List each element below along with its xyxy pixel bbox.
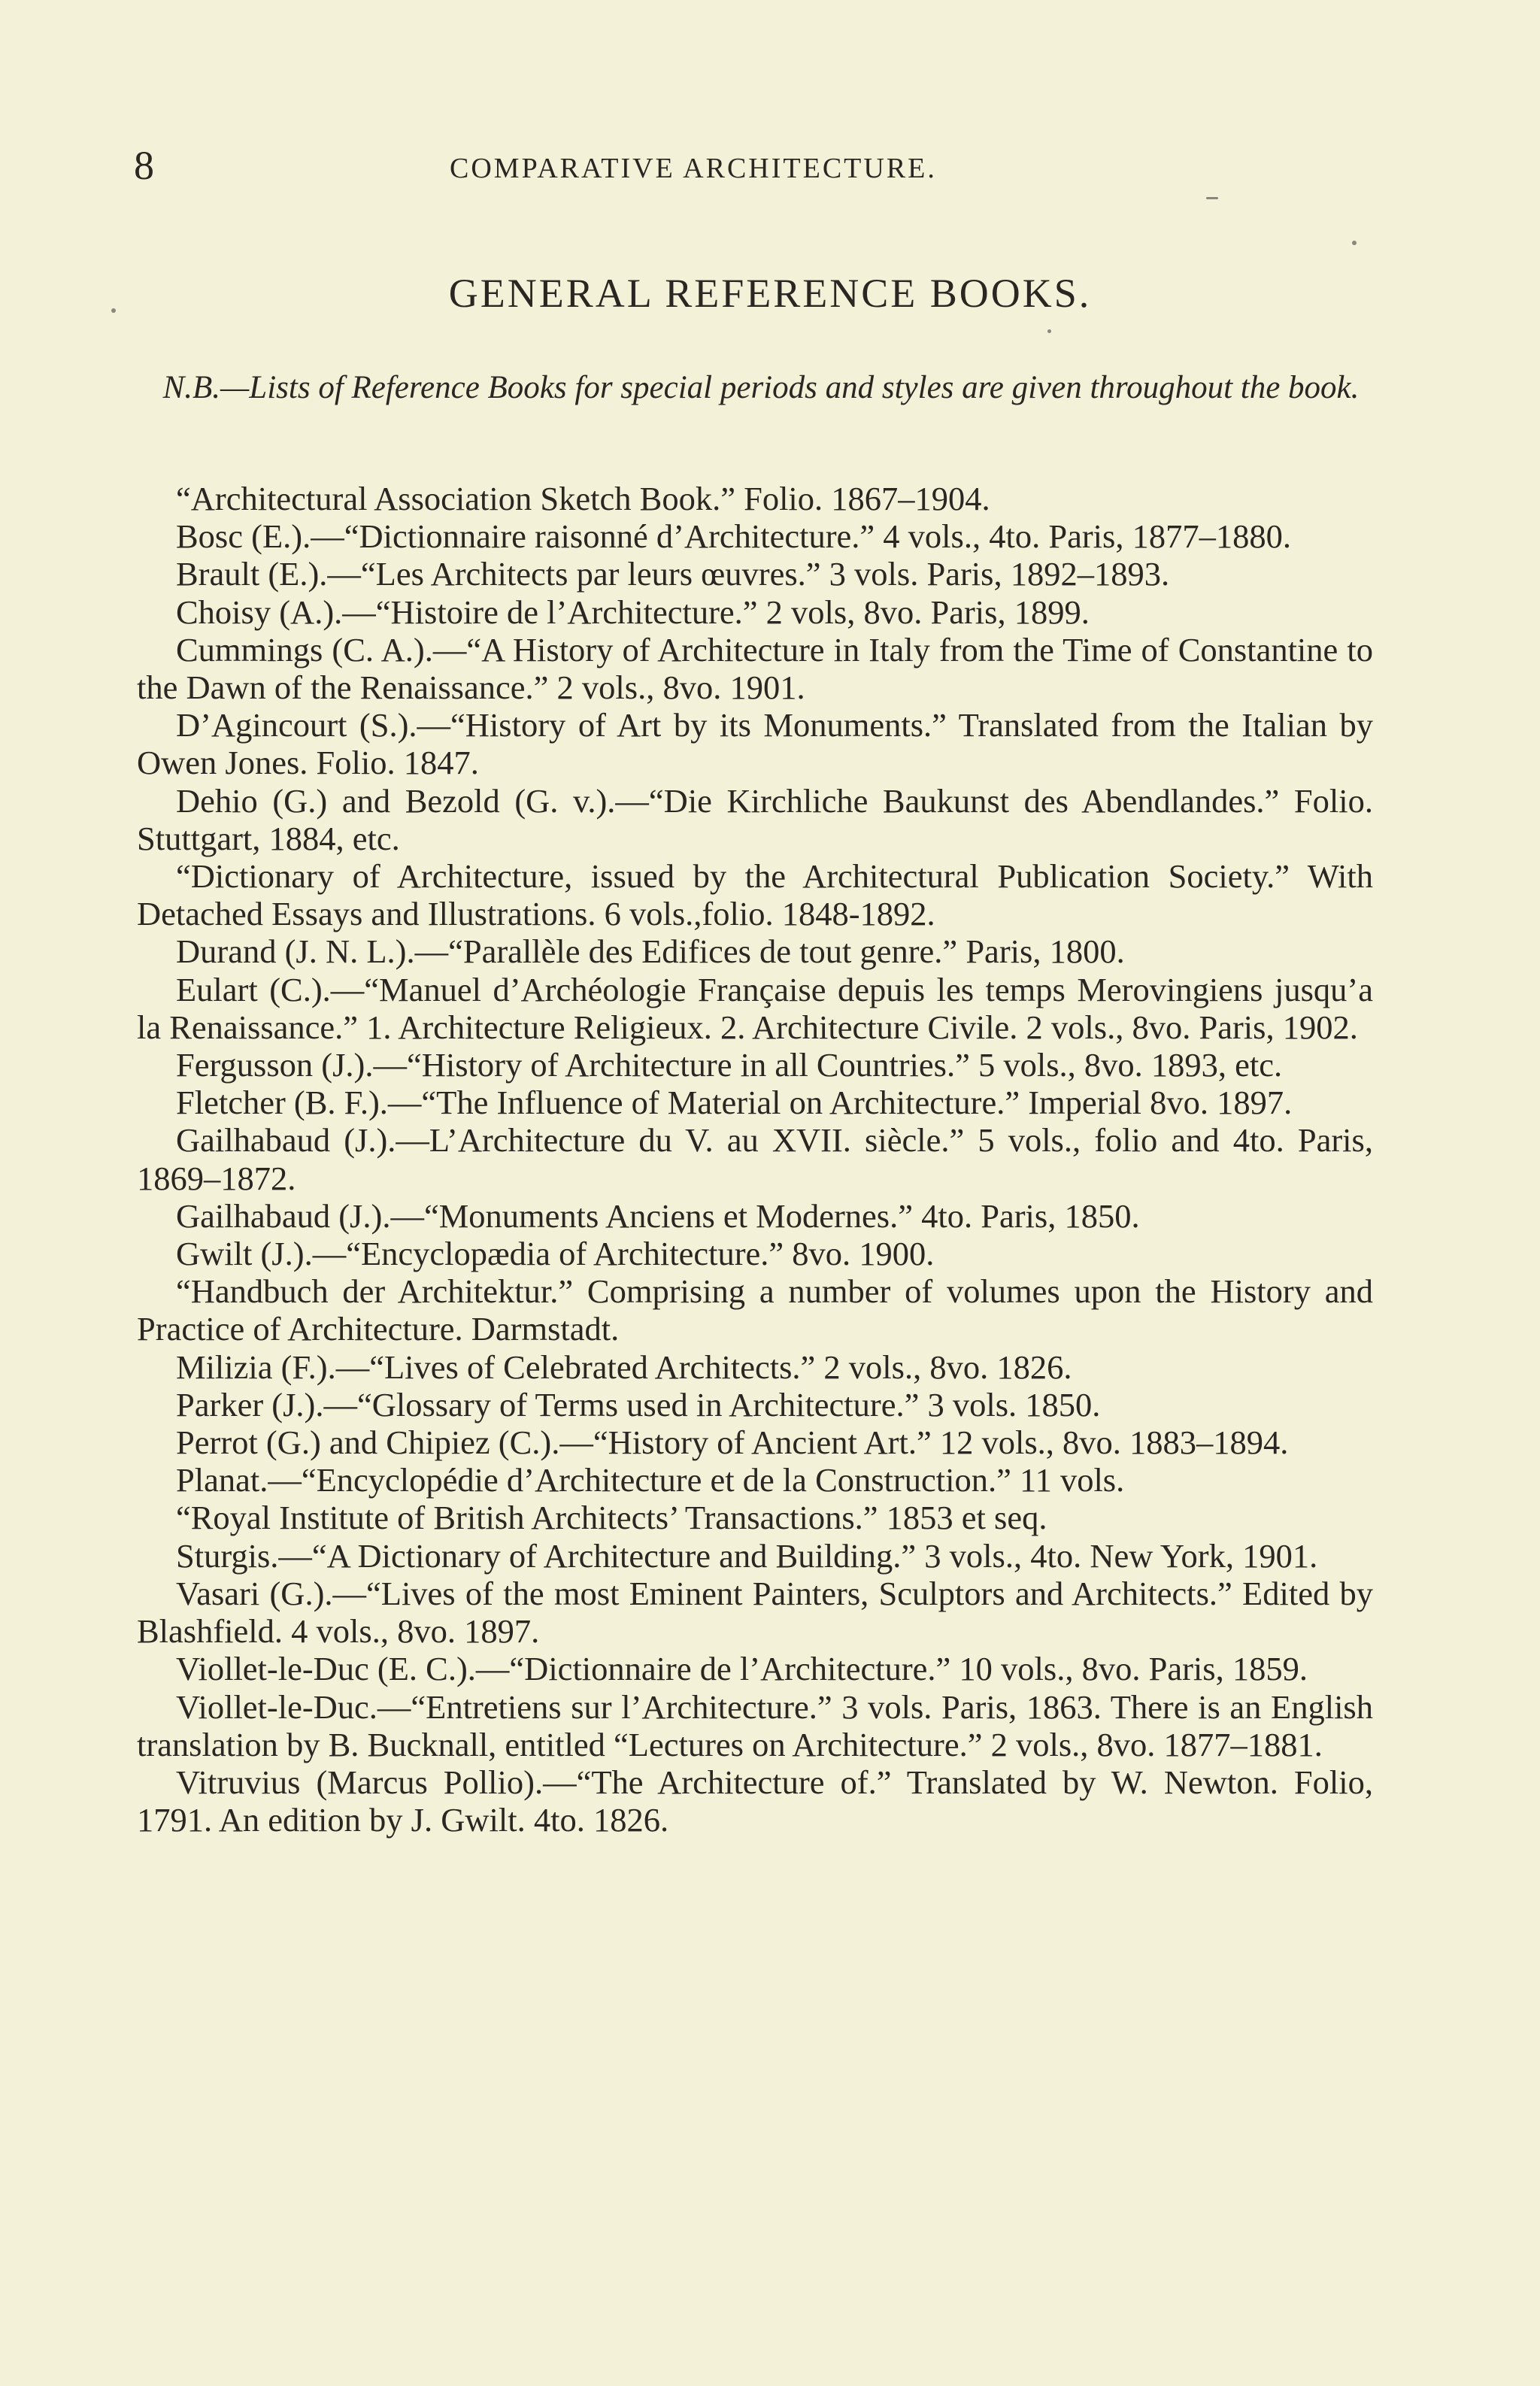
reference-entry: Gailhabaud (J.).—L’Architecture du V. au XVII. siècle.” 5 vols., folio and 4to. Paris, 1869–1872. — [137, 1121, 1373, 1197]
reference-entry: Gailhabaud (J.).—“Monuments Anciens et Modernes.” 4to. Paris, 1850. — [176, 1196, 1140, 1235]
reference-entry: Eulart (C.).—“Manuel d’Archéologie Française depuis les temps Merovingiens jusqu’a la Renaissance.” 1. Architecture Religieux. 2. Architecture Civile. 2 vols., 8vo. Paris, 1902. — [137, 970, 1373, 1046]
page-number: 8 — [134, 143, 154, 188]
running-head — [134, 143, 1367, 196]
reference-entry: Brault (E.).—“Les Architects par leurs œuvres.” 3 vols. Paris, 1892–1893. — [176, 555, 1170, 593]
reference-entry: “Architectural Association Sketch Book.” Folio. 1867–1904. — [176, 480, 990, 517]
reference-entry: Sturgis.—“A Dictionary of Architecture and Building.” 3 vols., 4to. New York, 1901. — [176, 1536, 1318, 1575]
reference-entry: Fletcher (B. F.).—“The Influence of Material on Architecture.” Imperial 8vo. 1897. — [176, 1084, 1293, 1122]
reference-entry: Viollet-le-Duc (E. C.).—“Dictionnaire de l’Architecture.” 10 vols., 8vo. Paris, 1859. — [176, 1650, 1308, 1688]
reference-entry: Dehio (G.) and Bezold (G. v.).—“Die Kirchliche Baukunst des Abendlandes.” Folio. Stuttgart, 1884, etc. — [137, 781, 1373, 857]
reference-entry: Durand (J. N. L.).—“Parallèle des Edifices de tout genre.” Paris, 1800. — [176, 932, 1125, 971]
reference-entry: Parker (J.).—“Glossary of Terms used in Architecture.” 3 vols. 1850. — [176, 1385, 1101, 1423]
paper-speck — [1047, 329, 1051, 333]
reference-entry: Perrot (G.) and Chipiez (C.).—“History of Ancient Art.” 12 vols., 8vo. 1883–1894. — [176, 1423, 1289, 1462]
reference-entry: Vasari (G.).—“Lives of the most Eminent Painters, Sculptors and Architects.” Edited by Blashfield. 4 vols., 8vo. 1897. — [137, 1574, 1373, 1651]
reference-entry: Viollet-le-Duc.—“Entretiens sur l’Architecture.” 3 vols. Paris, 1863. There is an English translation by B. Bucknall, entitled “Lectures on Architecture.” 2 vols., 8vo. 1877–1881. — [137, 1687, 1373, 1763]
reference-entry: Choisy (A.).—“Histoire de l’Architecture.” 2 vols, 8vo. Paris, 1899. — [176, 593, 1090, 631]
reference-entry: Bosc (E.).—“Dictionnaire raisonné d’Architecture.” 4 vols., 4to. Paris, 1877–1880. — [176, 517, 1291, 556]
running-title: COMPARATIVE ARCHITECTURE. — [450, 153, 937, 184]
reference-entry: Cummings (C. A.).—“A History of Architecture in Italy from the Time of Constantine to the Dawn of the Renaissance.” 2 vols., 8vo. 1901. — [137, 630, 1373, 707]
paper-speck — [1206, 197, 1218, 199]
section-title: GENERAL REFERENCE BOOKS. — [448, 271, 1092, 316]
reference-entry: D’Agincourt (S.).—“History of Art by its Monuments.” Translated from the Italian by Owen Jones. Folio. 1847. — [137, 706, 1373, 782]
reference-entry: Planat.—“Encyclopédie d’Architecture et de la Construction.” 11 vols. — [176, 1461, 1125, 1499]
reference-entry: “Handbuch der Architektur.” Comprising a number of volumes upon the History and Practice of Architecture. Darmstadt. — [137, 1272, 1373, 1348]
reference-entry: “Dictionary of Architecture, issued by the Architectural Publication Society.” With Detached Essays and Illustrations. 6 vols.,folio. 1848-1892. — [137, 857, 1373, 933]
reference-entry: “Royal Institute of British Architects’ Transactions.” 1853 et seq. — [176, 1499, 1047, 1537]
reference-note: N.B.—Lists of Reference Books for special periods and styles are given throughout the book. — [162, 370, 1360, 405]
reference-entry: Milizia (F.).—“Lives of Celebrated Architects.” 2 vols., 8vo. 1826. — [176, 1348, 1072, 1386]
reference-entry: Gwilt (J.).—“Encyclopædia of Architecture.” 8vo. 1900. — [176, 1235, 935, 1273]
reference-entry: Vitruvius (Marcus Pollio).—“The Architecture of.” Translated by W. Newton. Folio, 1791. An edition by J. Gwilt. 4to. 1826. — [137, 1763, 1373, 1839]
reference-entry: Fergusson (J.).—“History of Architecture in all Countries.” 5 vols., 8vo. 1893, etc. — [176, 1046, 1283, 1084]
reference-list — [137, 480, 1373, 1839]
paper-speck — [1352, 241, 1357, 245]
